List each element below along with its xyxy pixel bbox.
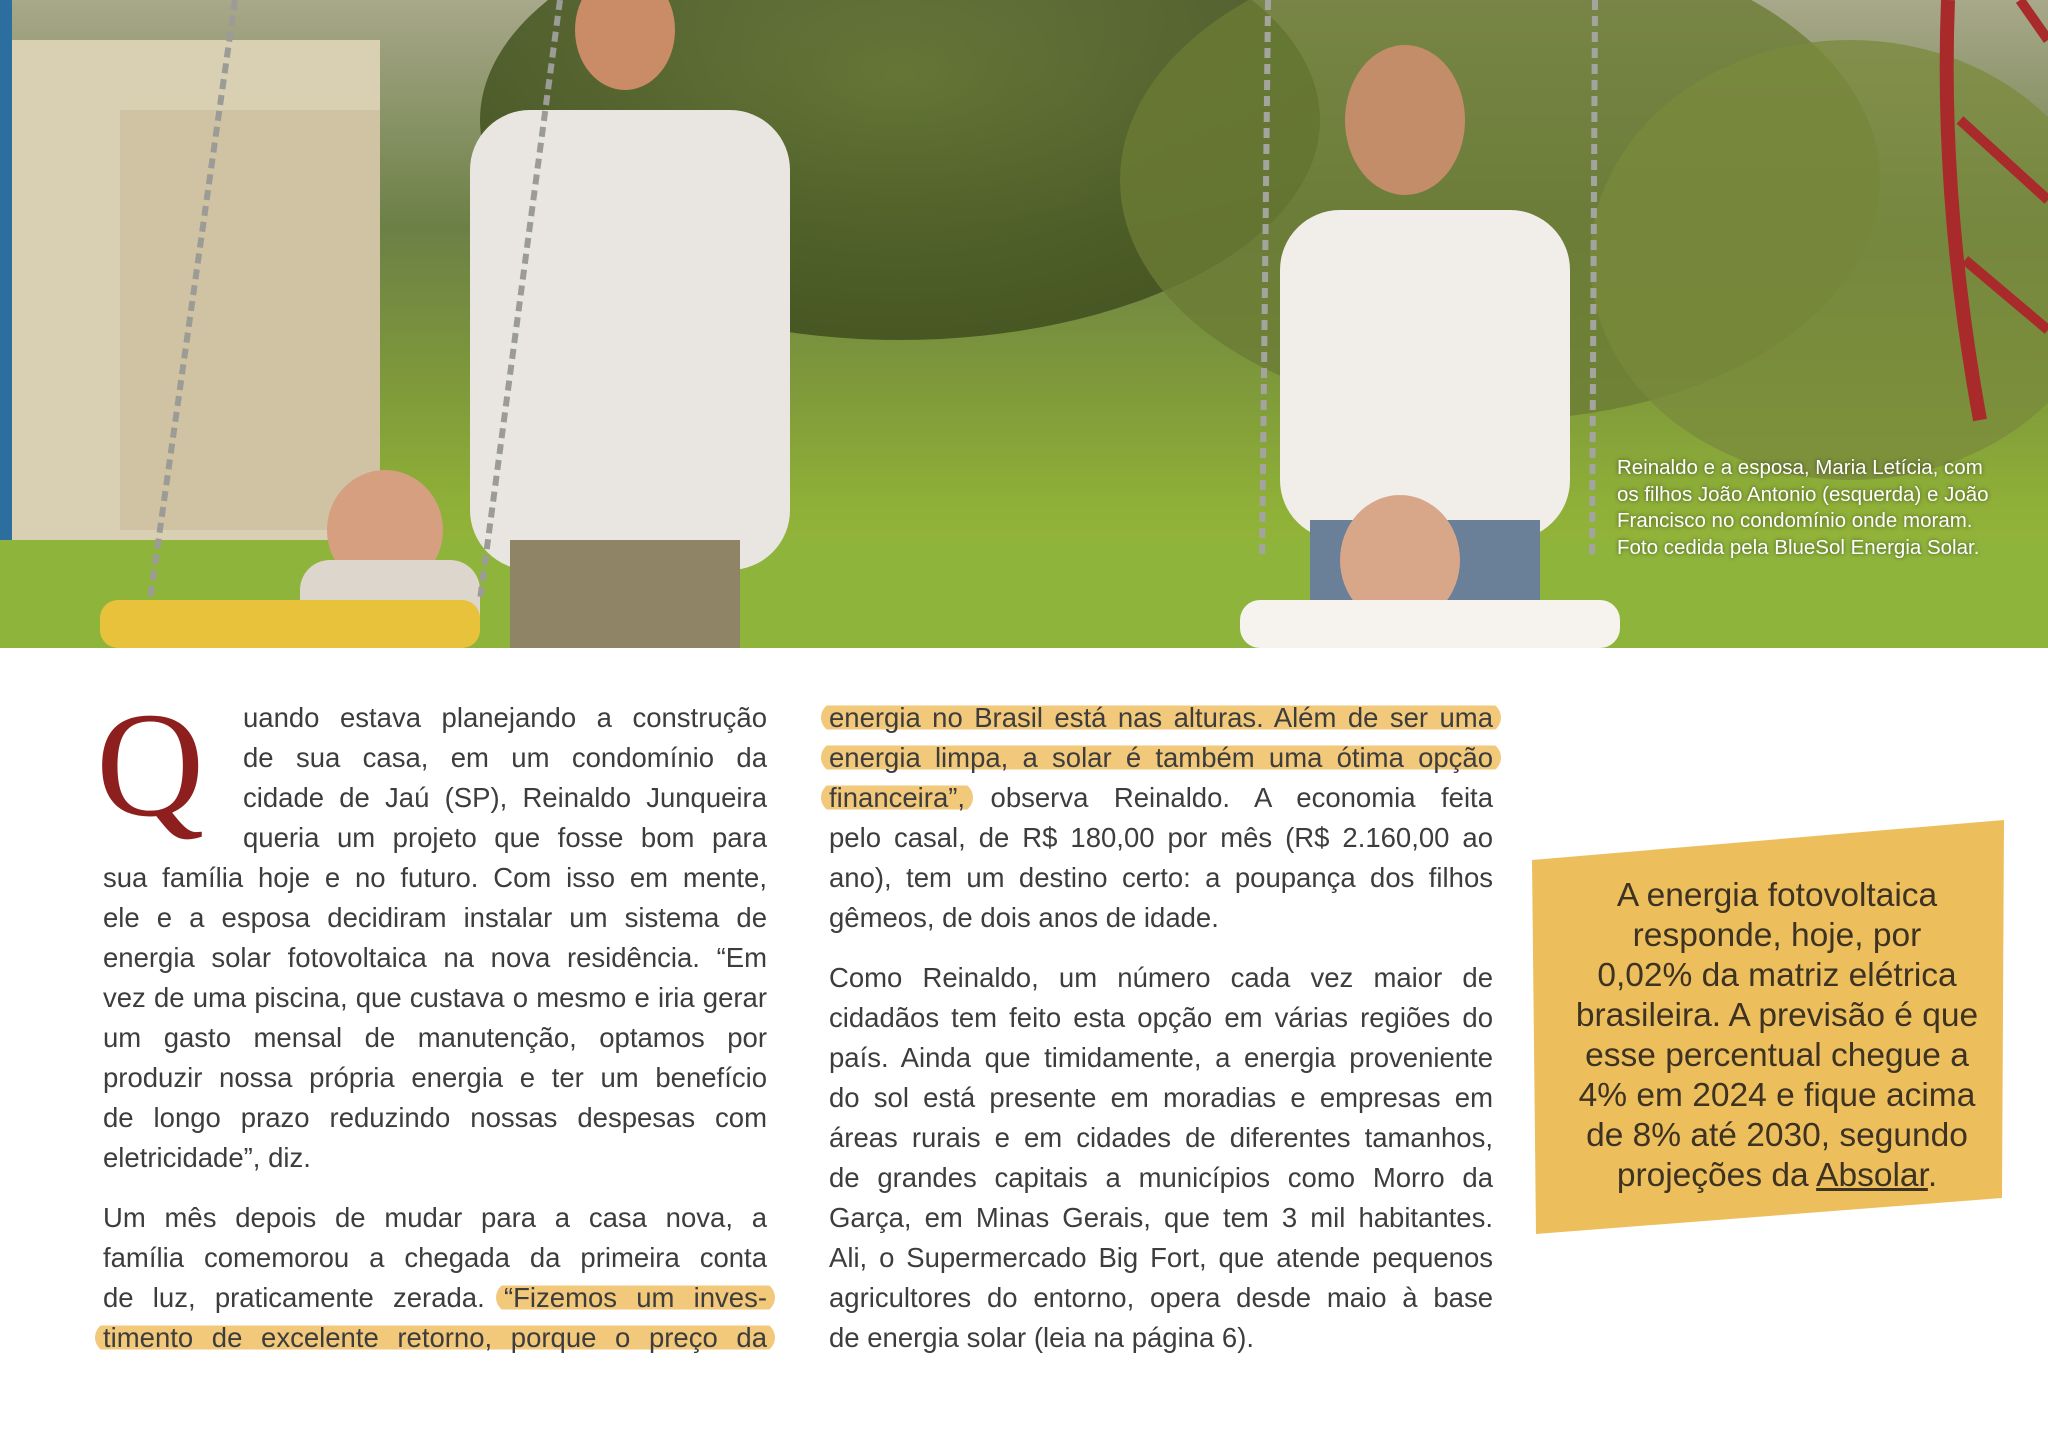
text-line: gêmeos, de dois anos de idade. [829, 902, 1219, 933]
text-line: país. Ainda que timidamente, a energia proveniente [829, 1042, 1493, 1073]
text-line: pelo casal, de R$ 180,00 por mês (R$ 2.160,00 ao [829, 822, 1493, 853]
text-line: eletricidade”, diz. [103, 1142, 311, 1173]
text-line [829, 738, 1493, 778]
text-line: ano), tem um destino certo: a poupança dos filhos [829, 862, 1493, 893]
header-photo [0, 0, 2048, 648]
callout-line: esse percentual chegue a [1585, 1037, 1969, 1074]
text-line: de sua casa, em um condomínio da [243, 742, 767, 773]
text-line: Ali, o Supermercado Big Fort, que atende pequenos [829, 1242, 1493, 1273]
text-line: do sol está presente em moradias e empresas em [829, 1082, 1493, 1113]
highlighted-quote: energia no Brasil está nas alturas. Além de ser uma [821, 702, 1501, 733]
callout-line: A energia fotovoltaica [1616, 877, 1938, 914]
photo-caption: Reinaldo e a esposa, Maria Letícia, com os filhos João Antonio (esquerda) e João Francisco no condomínio onde moram. Foto cedida pela BlueSol Energia Solar. [1617, 456, 1989, 559]
text-line [103, 1318, 767, 1358]
article-column-2 [829, 698, 1493, 1358]
callout-line: 0,02% da matriz elétrica [1597, 957, 1957, 994]
text-line [103, 1278, 767, 1318]
paragraph [829, 698, 1493, 938]
text-line: de grandes capitais a municípios como Morro da [829, 1162, 1493, 1193]
text-line: cidade de Jaú (SP), Reinaldo Junqueira [243, 782, 767, 813]
text-line: ele e a esposa decidiram instalar um sistema de [103, 902, 767, 933]
text-line: agricultores do entorno, opera desde maio à base [829, 1282, 1493, 1313]
highlighted-quote: timento de excelente retorno, porque o preço da [95, 1322, 775, 1353]
text-line: vez de uma piscina, que custava o mesmo e iria gerar [103, 982, 767, 1013]
callout-line: brasileira. A previsão é que [1575, 997, 1979, 1034]
text-segment: de luz, praticamente zerada. [103, 1282, 485, 1313]
text-line: de energia solar (leia na página 6). [829, 1322, 1255, 1353]
text-line [829, 778, 1493, 818]
text-line: um gasto mensal de manutenção, optamos por [103, 1022, 767, 1053]
text-line: cidadãos tem feito esta opção em várias regiões do [829, 1002, 1493, 1033]
text-line: queria um projeto que fosse bom para [243, 822, 767, 853]
text-line: produzir nossa própria energia e ter um benefício [103, 1062, 767, 1093]
text-line: Garça, em Minas Gerais, que tem 3 mil habitantes. [829, 1202, 1493, 1233]
text-line: Um mês depois de mudar para a casa nova, a [103, 1202, 767, 1233]
article-column-1 [103, 698, 767, 1358]
text-line: Como Reinaldo, um número cada vez maior de [829, 962, 1493, 993]
callout-segment: . [1927, 1157, 1938, 1194]
callout-text [1542, 876, 2012, 1196]
text-line: áreas rurais e em cidades de diferentes tamanhos, [829, 1122, 1493, 1153]
text-line: de longo prazo reduzindo nossas despesas com [103, 1102, 767, 1133]
highlighted-quote: “Fizemos um inves- [496, 1282, 775, 1313]
text-line: energia solar fotovoltaica na nova residência. “Em [103, 942, 767, 973]
text-line: uando estava planejando a construção [243, 702, 767, 733]
text-line: família comemorou a chegada da primeira conta [103, 1242, 767, 1273]
text-line [829, 698, 1493, 738]
callout-segment: projeções da [1616, 1157, 1809, 1194]
highlighted-quote: energia limpa, a solar é também uma ótima opção [821, 742, 1501, 773]
callout-line: responde, hoje, por [1632, 917, 1922, 954]
text-segment: observa Reinaldo. A economia feita [990, 782, 1493, 813]
drop-cap: Q [96, 682, 205, 848]
callout-line: 4% em 2024 e fique acima [1578, 1077, 1976, 1114]
callout-line [1542, 1156, 2012, 1196]
paragraph [829, 958, 1493, 1358]
paragraph [103, 698, 767, 1178]
callout-line: de 8% até 2030, segundo [1586, 1117, 1968, 1154]
paragraph [103, 1198, 767, 1358]
highlighted-quote: financeira”, [821, 782, 973, 813]
absolar-link[interactable]: Absolar [1816, 1157, 1928, 1194]
text-line: sua família hoje e no futuro. Com isso em mente, [103, 862, 767, 893]
